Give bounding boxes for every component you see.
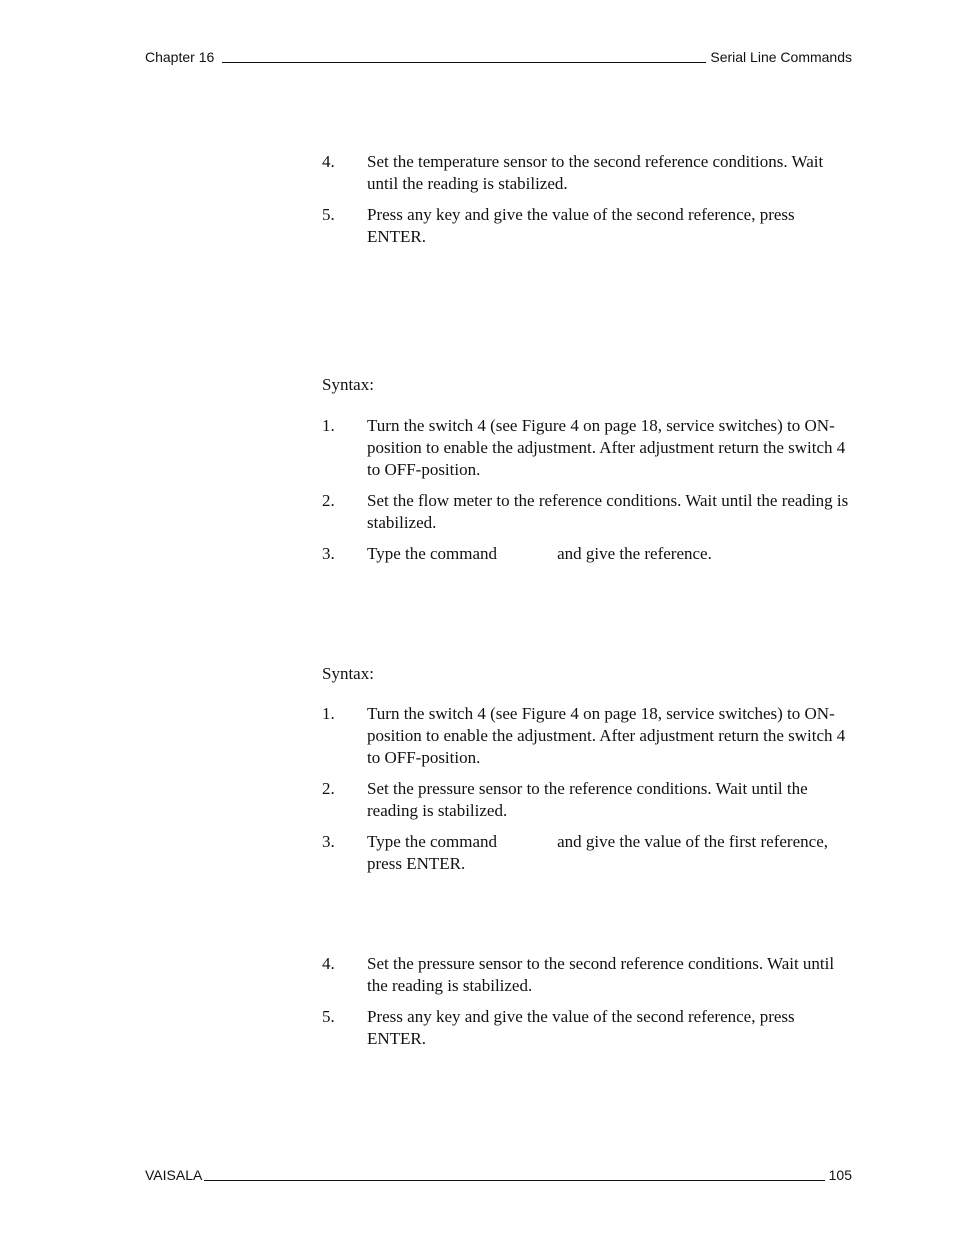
list-item: 4. Set the pressure sensor to the second reference conditions. Wait until the reading is stabilized.: [322, 954, 835, 995]
list-item: 2. Set the pressure sensor to the reference conditions. Wait until the reading is stabilized.: [322, 779, 808, 820]
syntax-label: Syntax:: [322, 664, 374, 683]
step-list-flow: [322, 415, 852, 565]
header-title: Serial Line Commands: [710, 49, 852, 65]
list-item: 1. Turn the switch 4 (see Figure 4 on page 18, service switches) to ON-position to enable the adjustment. After adjustment return the switch 4 to OFF-position.: [322, 704, 846, 767]
step-list-pressure: [322, 703, 852, 875]
list-item: 1. Turn the switch 4 (see Figure 4 on page 18, service switches) to ON-position to enable the adjustment. After adjustment return the switch 4 to OFF-position.: [322, 416, 846, 479]
footer-brand: VAISALA: [145, 1167, 203, 1183]
list-item: 3. Type the command and give the reference.: [322, 544, 712, 563]
syntax-label: Syntax:: [322, 375, 374, 394]
step-list-temperature: [322, 151, 852, 248]
list-item: 3. Type the command and give the value of the first reference, press ENTER.: [322, 832, 828, 873]
footer-rule: [204, 1179, 824, 1181]
page-footer: [145, 1167, 852, 1183]
page-header: [145, 49, 852, 65]
step-list-pressure-second: [322, 953, 852, 1050]
list-item: 5. Press any key and give the value of the second reference, press ENTER.: [322, 205, 795, 246]
header-rule: [222, 61, 706, 63]
page-number: 105: [828, 1167, 852, 1183]
list-item: 2. Set the flow meter to the reference conditions. Wait until the reading is stabilized.: [322, 491, 849, 532]
list-item: 5. Press any key and give the value of the second reference, press ENTER.: [322, 1007, 795, 1048]
header-chapter: Chapter 16: [145, 49, 215, 65]
list-item: 4. Set the temperature sensor to the second reference conditions. Wait until the reading is stabilized.: [322, 152, 824, 193]
